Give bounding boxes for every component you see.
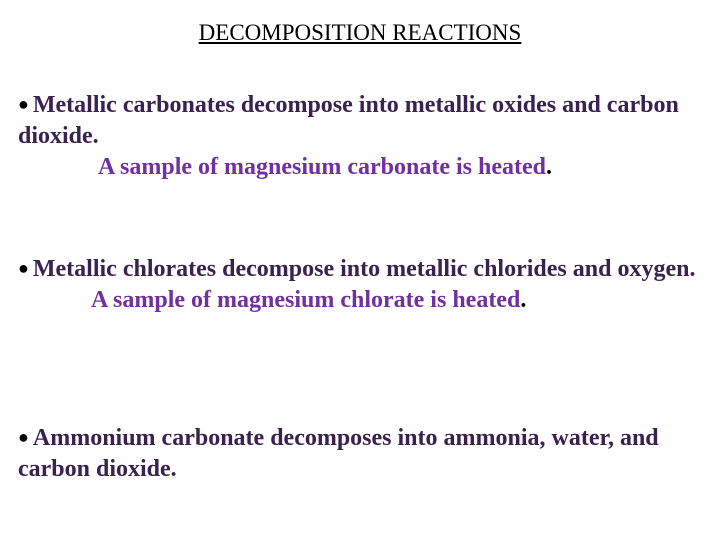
list-item bbox=[18, 253, 708, 316]
bullet-label: Metallic chlorates decompose into metallic chlorides and oxygen. bbox=[32, 256, 696, 282]
bullet-label: Ammonium carbonate decomposes into ammonia, water, and carbon dioxide. bbox=[18, 425, 659, 482]
bullet-label: Metallic carbonates decompose into metallic oxides and carbon dioxide. bbox=[18, 92, 679, 149]
sub-statement-text: A sample of magnesium chlorate is heated bbox=[91, 287, 521, 313]
bullet-text bbox=[18, 253, 708, 285]
bullet-dot-icon: ● bbox=[18, 94, 29, 114]
sub-statement bbox=[18, 285, 708, 316]
list-item bbox=[18, 89, 708, 183]
sub-statement-period: . bbox=[520, 287, 527, 313]
bullet-dot-icon: ● bbox=[18, 258, 29, 278]
list-item bbox=[18, 422, 708, 485]
bullet-dot-icon: ● bbox=[18, 427, 29, 447]
sub-statement-text: A sample of magnesium carbonate is heated bbox=[98, 154, 546, 180]
slide-title: DECOMPOSITION REACTIONS bbox=[198, 20, 522, 45]
sub-statement bbox=[18, 152, 708, 183]
bullet-text bbox=[18, 89, 708, 152]
bullet-text bbox=[18, 422, 708, 485]
sub-statement-period: . bbox=[545, 154, 552, 180]
